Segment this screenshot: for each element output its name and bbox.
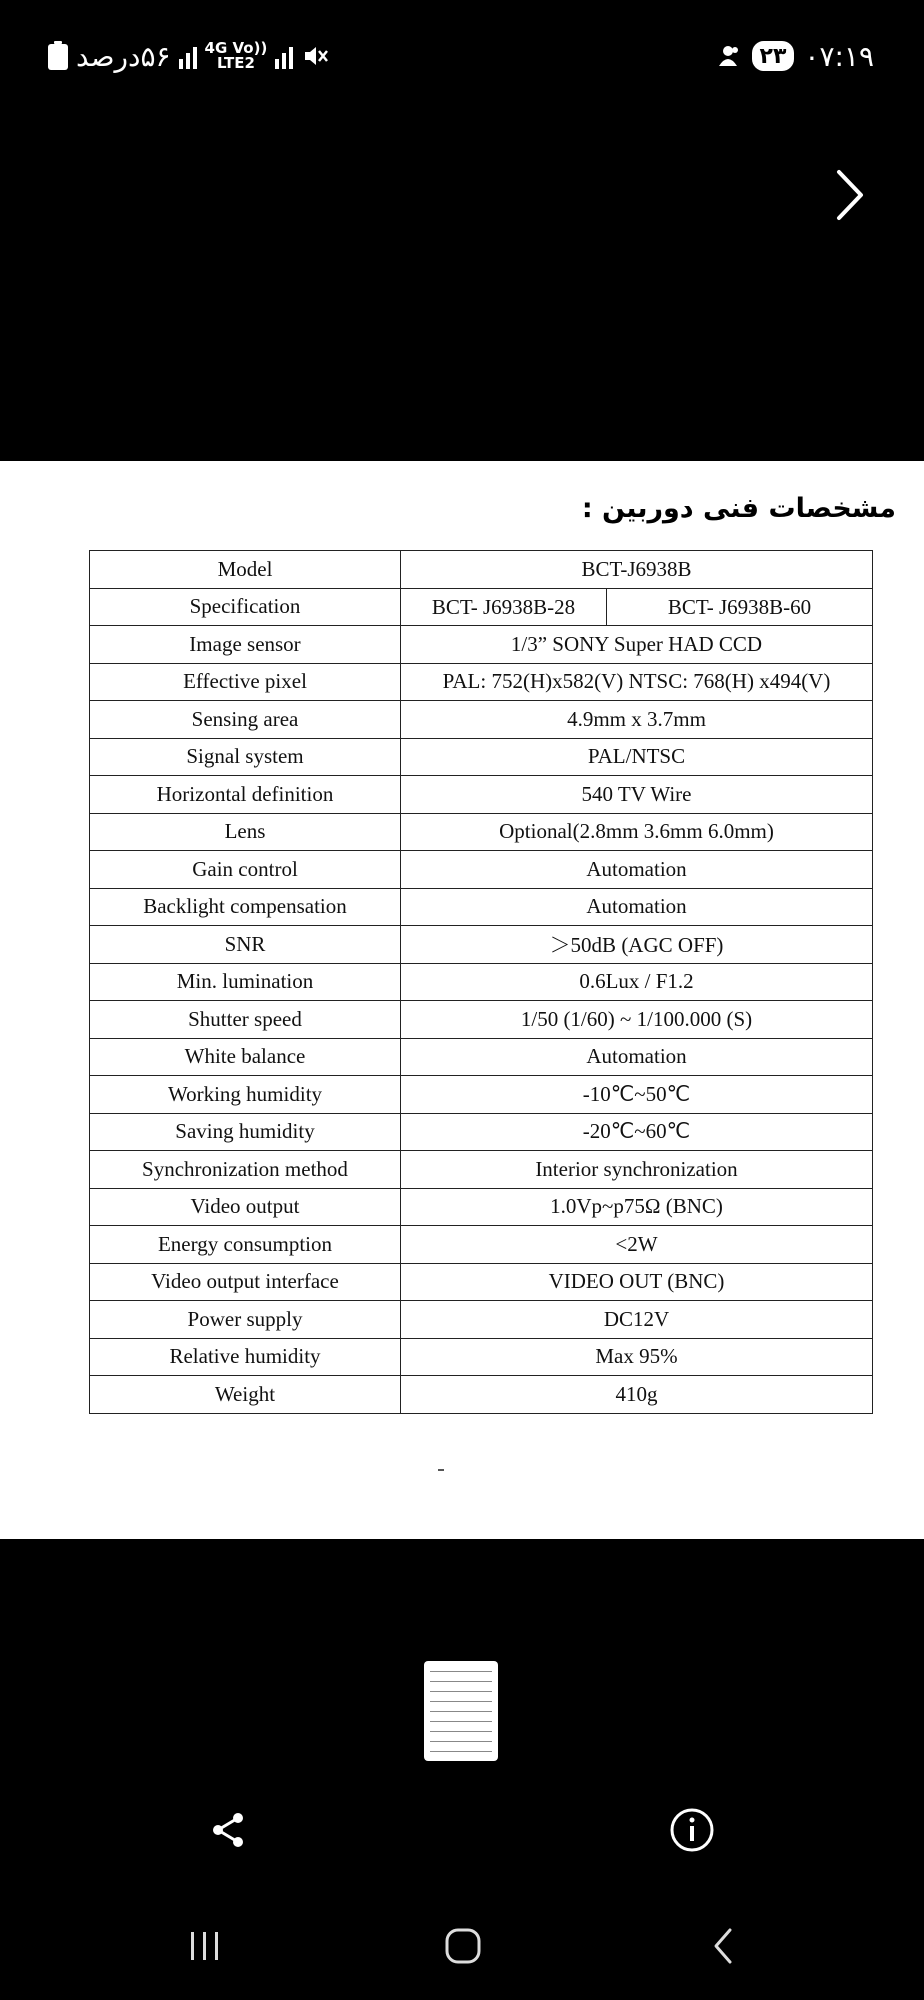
spec-label: Backlight compensation xyxy=(90,888,401,926)
home-icon xyxy=(443,1926,483,1966)
spec-label: Saving humidity xyxy=(90,1113,401,1151)
spec-value: Interior synchronization xyxy=(401,1151,873,1189)
spec-value: 1/50 (1/60) ~ 1/100.000 (S) xyxy=(401,1001,873,1039)
signal-icon-2 xyxy=(275,43,293,69)
spec-table xyxy=(89,550,873,1414)
table-row xyxy=(90,1301,873,1339)
spec-label: White balance xyxy=(90,1038,401,1076)
spec-value: Optional(2.8mm 3.6mm 6.0mm) xyxy=(401,813,873,851)
spec-value: 0.6Lux / F1.2 xyxy=(401,963,873,1001)
spec-value-split xyxy=(401,588,873,626)
table-row xyxy=(90,1188,873,1226)
document-mark xyxy=(438,1469,444,1471)
spec-label: Synchronization method xyxy=(90,1151,401,1189)
clock: ۰۷:۱۹ xyxy=(804,39,874,73)
spec-value: PAL: 752(H)x582(V) NTSC: 768(H) x494(V) xyxy=(401,663,873,701)
info-button[interactable] xyxy=(662,1800,722,1860)
spec-value: 1/3” SONY Super HAD CCD xyxy=(401,626,873,664)
spec-label: Video output interface xyxy=(90,1263,401,1301)
chevron-right-icon xyxy=(833,168,867,222)
document-image[interactable] xyxy=(0,461,924,1539)
table-row xyxy=(90,1376,873,1414)
spec-label: Signal system xyxy=(90,738,401,776)
spec-label: Video output xyxy=(90,1188,401,1226)
status-bar xyxy=(0,0,924,110)
spec-label: SNR xyxy=(90,926,401,964)
spec-label: Image sensor xyxy=(90,626,401,664)
back-icon xyxy=(708,1926,738,1966)
spec-value: BCT-J6938B xyxy=(401,551,873,589)
recents-button[interactable] xyxy=(170,1916,240,1976)
network-type xyxy=(205,41,268,71)
share-icon xyxy=(208,1810,248,1850)
spec-value: DC12V xyxy=(401,1301,873,1339)
spec-label: Horizontal definition xyxy=(90,776,401,814)
table-row xyxy=(90,926,873,964)
table-row xyxy=(90,1113,873,1151)
table-row xyxy=(90,551,873,589)
table-row xyxy=(90,701,873,739)
spec-label: Gain control xyxy=(90,851,401,889)
table-row xyxy=(90,776,873,814)
spec-value: Automation xyxy=(401,851,873,889)
table-row xyxy=(90,663,873,701)
spec-label: Specification xyxy=(90,588,401,626)
spec-value: ＞50dB (AGC OFF) xyxy=(401,926,873,964)
table-row xyxy=(90,588,873,626)
spec-label: Sensing area xyxy=(90,701,401,739)
spec-value: Max 95% xyxy=(401,1338,873,1376)
spec-label: Relative humidity xyxy=(90,1338,401,1376)
status-right xyxy=(714,36,874,76)
spec-value: PAL/NTSC xyxy=(401,738,873,776)
signal-icon xyxy=(179,43,197,69)
table-row xyxy=(90,626,873,664)
spec-label: Effective pixel xyxy=(90,663,401,701)
next-image-button[interactable] xyxy=(820,160,880,230)
table-row xyxy=(90,1263,873,1301)
table-row xyxy=(90,1038,873,1076)
table-row xyxy=(90,1338,873,1376)
document-heading: مشخصات فنی دوربین : xyxy=(581,493,896,524)
spec-label: Power supply xyxy=(90,1301,401,1339)
spec-value: 410g xyxy=(401,1376,873,1414)
spec-label: Lens xyxy=(90,813,401,851)
spec-label: Working humidity xyxy=(90,1076,401,1114)
table-row xyxy=(90,1226,873,1264)
spec-value-b: BCT- J6938B-60 xyxy=(667,594,812,619)
share-button[interactable] xyxy=(198,1800,258,1860)
spec-value: -20℃~60℃ xyxy=(401,1113,873,1151)
spec-value: 1.0Vp~p75Ω (BNC) xyxy=(401,1188,873,1226)
info-icon xyxy=(669,1807,715,1853)
spec-value: Automation xyxy=(401,888,873,926)
network-top: 4G Vo)) xyxy=(204,39,268,57)
spec-label: Weight xyxy=(90,1376,401,1414)
recents-icon xyxy=(185,1928,225,1964)
table-row xyxy=(90,1076,873,1114)
table-row xyxy=(90,963,873,1001)
table-row xyxy=(90,888,873,926)
battery-percent: ۵۶درصد xyxy=(76,39,171,73)
spec-value: <2W xyxy=(401,1226,873,1264)
spec-value: 540 TV Wire xyxy=(401,776,873,814)
spec-value: Automation xyxy=(401,1038,873,1076)
mute-icon xyxy=(301,42,329,70)
spec-value: VIDEO OUT (BNC) xyxy=(401,1263,873,1301)
network-bottom: LTE2 xyxy=(216,54,255,72)
spec-value: 4.9mm x 3.7mm xyxy=(401,701,873,739)
battery-icon xyxy=(48,41,68,71)
spec-label: Model xyxy=(90,551,401,589)
table-row xyxy=(90,813,873,851)
table-row xyxy=(90,738,873,776)
table-row xyxy=(90,1151,873,1189)
back-button[interactable] xyxy=(688,1916,758,1976)
spec-value: -10℃~50℃ xyxy=(401,1076,873,1114)
spec-label: Energy consumption xyxy=(90,1226,401,1264)
spec-value-a: BCT- J6938B-28 xyxy=(401,589,607,626)
spec-label: Min. lumination xyxy=(90,963,401,1001)
spec-label: Shutter speed xyxy=(90,1001,401,1039)
notification-app-icon xyxy=(714,42,742,70)
status-left xyxy=(48,36,329,76)
home-button[interactable] xyxy=(428,1916,498,1976)
notification-badge: ۲۳ xyxy=(752,41,795,71)
table-row xyxy=(90,851,873,889)
table-row xyxy=(90,1001,873,1039)
image-thumbnail[interactable] xyxy=(424,1661,498,1761)
